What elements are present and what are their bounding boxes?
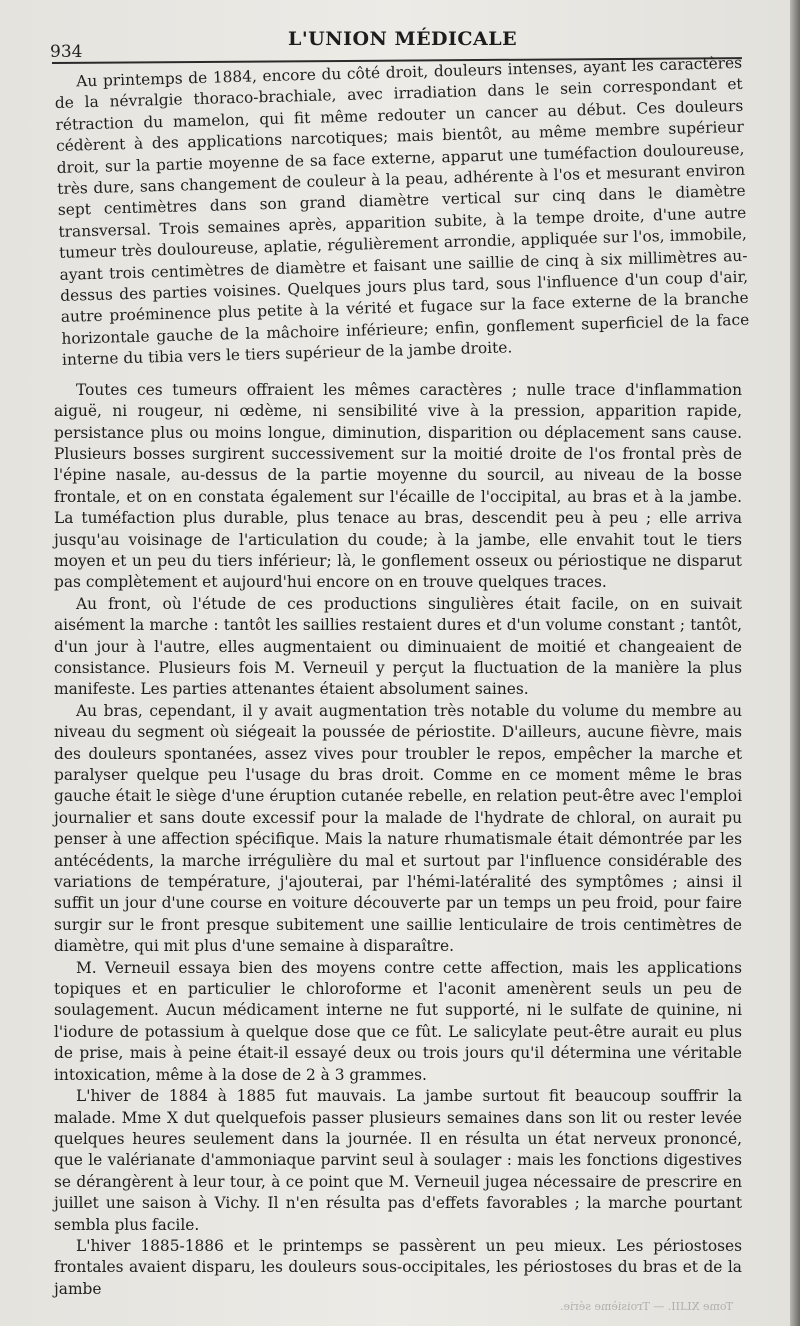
book-spine-edge <box>790 0 800 1326</box>
bleed-through-footer: Tome XLIII. — Troisième série. <box>560 1300 733 1313</box>
running-title: L'UNION MÉDICALE <box>288 28 518 50</box>
paragraph: L'hiver de 1884 à 1885 fut mauvais. La jambe surtout fit beaucoup souffrir la malade. Mme X dut quelquefois passer plusieurs semaines dans son lit ou rester levée quelques heures seulement dans la journée. Il en résulta un état nerveux prononcé, que le valérianate d'ammoniaque parvint seul à soulager : mais les fonctions digestives se dérangèrent à leur tour, à ce point que M. Verneuil jugea nécessaire de prescrire en juillet une saison à Vichy. Il n'en résulta pas d'effets favorables ; la marche pourtant sembla plus facile. <box>54 1087 742 1234</box>
article-body <box>54 53 750 1300</box>
paragraph: Au bras, cependant, il y avait augmentation très notable du volume du membre au niveau du segment où siégeait la poussée de périostite. D'ailleurs, aucune fièvre, mais des douleurs spontanées, assez vives pour troubler le repos, empêcher la marche et paralyser quelque peu l'usage du bras droit. Comme en ce moment même le bras gauche était le siège d'une éruption cutanée rebelle, en relation peut-être avec l'emploi journalier et sans doute excessif pour la malade de l'hydrate de chloral, on aurait pu penser à une affection spécifique. Mais la nature rhumatismale était démontrée par les antécédents, la marche irrégulière du mal et surtout par l'influence considérable des variations de température, j'ajouterai, par l'hémi-latéralité des symptômes ; ainsi il suffit un jour d'une course en voiture découverte par un temps un peu froid, pour faire surgir sur le front presque subitement une saillie lenticulaire de trois centimètres de diamètre, qui mit plus d'une semaine à disparaître. <box>54 701 742 956</box>
paragraph: Toutes ces tumeurs offraient les mêmes caractères ; nulle trace d'inflammation aiguë, ni rougeur, ni œdème, ni sensibilité vive à la pression, apparition rapide, persistance plus ou moins longue, diminution, disparition ou déplacement sans cause. Plusieurs bosses surgirent successivement sur la moitié droite de l'os frontal près de l'épine nasale, au-dessus de la partie moyenne du sourcil, au niveau de la bosse frontale, et on en constata également sur l'écaille de l'occipital, au bras et à la jambe. La tuméfaction plus durable, plus tenace au bras, descendit peu à peu ; elle arriva jusqu'au voisinage de l'articulation du coude; à la jambe, elle envahit tout le tiers moyen et un peu du tiers inférieur; là, le gonflement osseux ou périostique ne disparut pas complètement et aujourd'hui encore on en trouve quelques traces. <box>54 380 742 592</box>
paragraph: L'hiver 1885-1886 et le printemps se passèrent un peu mieux. Les périostoses frontales avaient disparu, les douleurs sous-occipitales, les périostoses du bras et de la jambe <box>54 1236 742 1298</box>
paragraph: Au printemps de 1884, encore du côté droit, douleurs intenses, ayant les caractères de la névralgie thoraco-brachiale, avec irradiation dans le sein correspondant et rétraction du mamelon, qui fit même redouter un cancer au début. Ces douleurs cédèrent à des applications narcotiques; mais bientôt, au même membre supérieur droit, sur la partie moyenne de sa face externe, apparut une tuméfaction douloureuse, très dure, sans changement de couleur à la peau, adhérente à l'os et mesurant environ sept centimètres dans son grand diamètre vertical sur cinq dans le diamètre transversal. Trois semaines après, apparition subite, à la tempe droite, d'une autre tumeur très douloureuse, aplatie, régulièrement arrondie, appliquée sur l'os, immobile, ayant trois centimètres de diamètre et faisant une saillie de cinq à six millimètres au-dessus des parties voisines. Quelques jours plus tard, sous l'influence d'un coup d'air, autre proéminence plus petite à la vérité et fugace sur la face externe de la branche horizontale gauche de la mâchoire inférieure; enfin, gonflement superficiel de la face interne du tibia vers le tiers supérieur de la jambe droite. <box>54 53 750 370</box>
paragraph: M. Verneuil essaya bien des moyens contre cette affection, mais les applications topiques et en particulier le chloroforme et l'aconit amenèrent seuls un peu de soulagement. Aucun médicament interne ne fut supporté, ni le sulfate de quinine, ni l'iodure de potassium à quelque dose que ce fût. Le salicylate peut-être aurait eu plus de prise, mais à peine était-il essayé deux ou trois jours qu'il détermina une véritable intoxication, même à la dose de 2 à 3 grammes. <box>54 958 742 1084</box>
page-number: 934 <box>50 42 83 62</box>
paragraph: Au front, où l'étude de ces productions singulières était facile, on en suivait aisément la marche : tantôt les saillies restaient dures et d'un volume constant ; tantôt, d'un jour à l'autre, elles augmentaient ou diminuaient de moitié et changeaient de consistance. Plusieurs fois M. Verneuil y perçut la fluctuation de la manière la plus manifeste. Les parties attenantes étaient absolument saines. <box>54 594 742 699</box>
